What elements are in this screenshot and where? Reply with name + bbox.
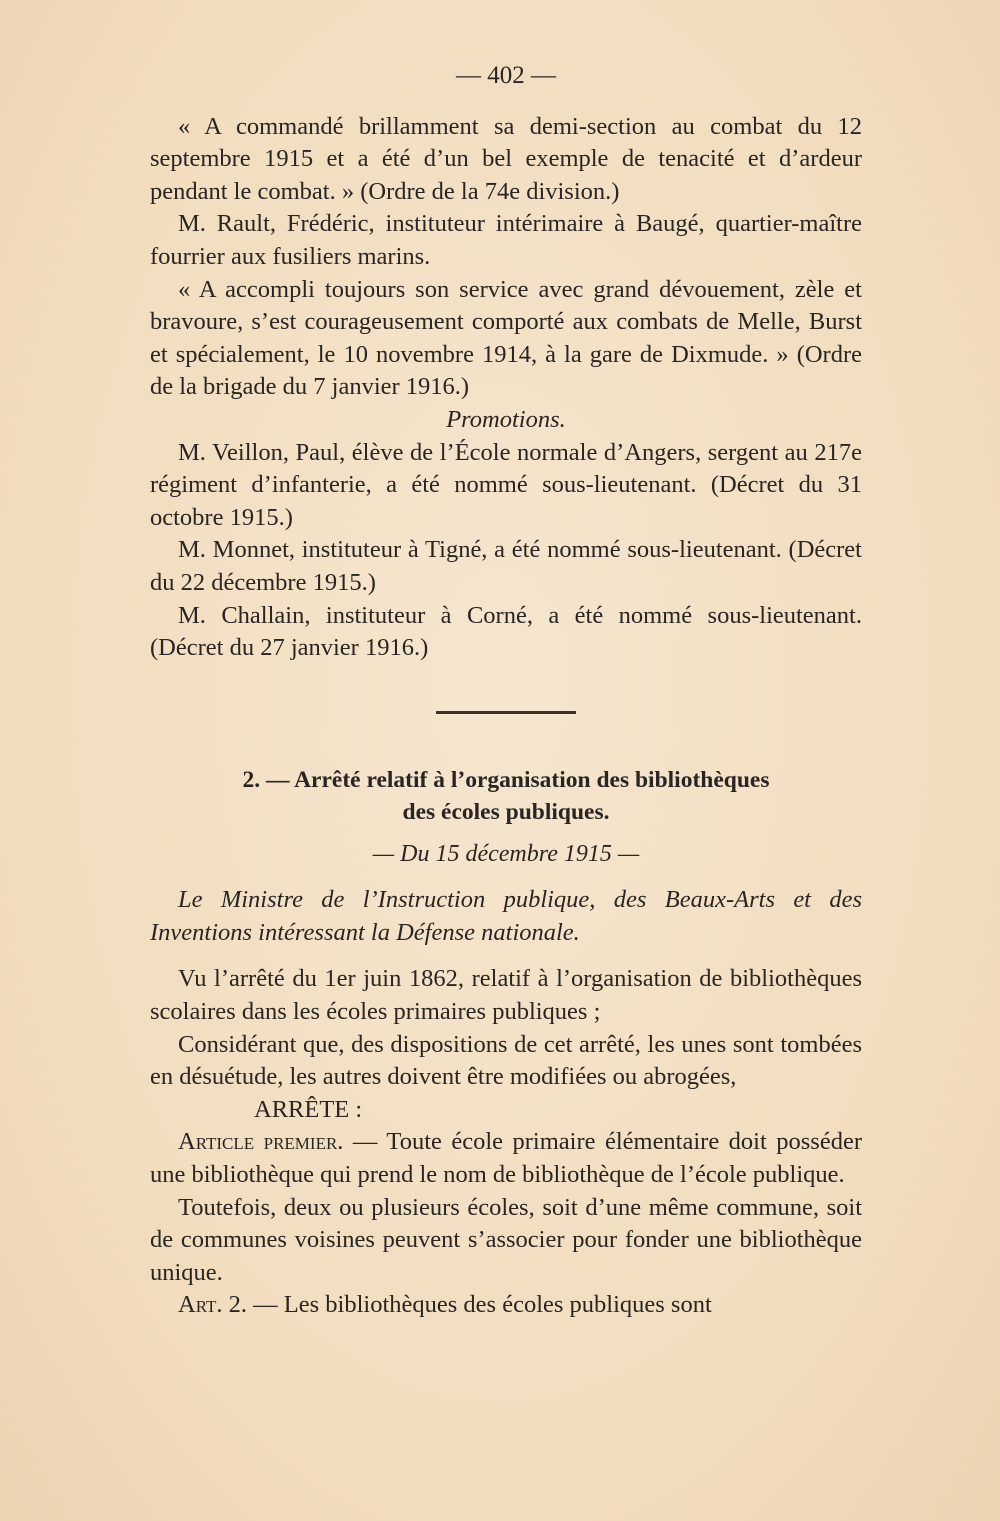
promotion-paragraph: M. Veillon, Paul, élève de l’École normale d’Angers, sergent au 217e régiment d’infanterie, a été nommé sous-lieutenant. (Décret du 31 octobre 1915.)	[150, 438, 862, 531]
section-heading	[150, 764, 862, 828]
section-date: — Du 15 décembre 1915 —	[372, 840, 640, 867]
consideration-paragraph: Considérant que, des dispositions de cet arrêté, les unes sont tombées en désuétude, les autres doivent être modifiées ou abrogées,	[150, 1030, 862, 1091]
article-text: — Toute école primaire élémentaire doit posséder une bibliothèque qui prend le nom de bibliothèque de l’école publique.	[150, 1128, 862, 1189]
citation-paragraph: « A commandé brillamment sa demi-section au combat du 12 septembre 1915 et a été d’un bel exemple de tenacité et d’ardeur pendant le combat. » (Ordre de la 74e division.)	[150, 112, 862, 205]
citation-paragraph: M. Rault, Frédéric, instituteur intérimaire à Baugé, quartier-maître fourrier aux fusiliers marins.	[150, 210, 862, 270]
section-heading-line: des écoles publiques.	[402, 798, 610, 825]
article-paragraph	[150, 1126, 862, 1191]
promotion-paragraph: M. Monnet, instituteur à Tigné, a été nommé sous-lieutenant. (Décret du 22 décembre 1915.)	[150, 536, 862, 596]
section-divider	[436, 711, 576, 714]
promotion-paragraph: M. Challain, instituteur à Corné, a été nommé sous-lieutenant. (Décret du 27 janvier 1916.)	[150, 601, 862, 662]
article-paragraph: Toutefois, deux ou plusieurs écoles, soit d’une même commune, soit de communes voisines peuvent s’associer pour fonder une bibliothèque unique.	[150, 1193, 862, 1286]
article-text: — Les bibliothèques des écoles publiques sont	[247, 1291, 712, 1319]
article-paragraph	[150, 1289, 862, 1322]
page-content	[150, 60, 862, 1322]
section-heading-line: 2. — Arrêté relatif à l’organisation des bibliothèques	[242, 766, 770, 793]
article-label: Art. 2.	[178, 1291, 248, 1319]
promotions-title: Promotions.	[446, 405, 566, 433]
minister-title: Le Ministre de l’Instruction publique, des Beaux-Arts et des Inventions intéressant la Défense nationale.	[150, 886, 862, 946]
arrete-heading: ARRÊTE :	[254, 1095, 363, 1123]
citation-paragraph: « A accompli toujours son service avec grand dévouement, zèle et bravoure, s’est courageusement comporté aux combats de Melle, Burst et spécialement, le 10 novembre 1914, à la gare de Dixmude. » (Ordre de la brigade du 7 janvier 1916.)	[150, 275, 862, 401]
page-number: — 402 —	[456, 62, 556, 89]
article-label: Article premier.	[178, 1128, 344, 1156]
consideration-paragraph: Vu l’arrêté du 1er juin 1862, relatif à l’organisation de bibliothèques scolaires dans les écoles primaires publiques ;	[150, 965, 862, 1026]
